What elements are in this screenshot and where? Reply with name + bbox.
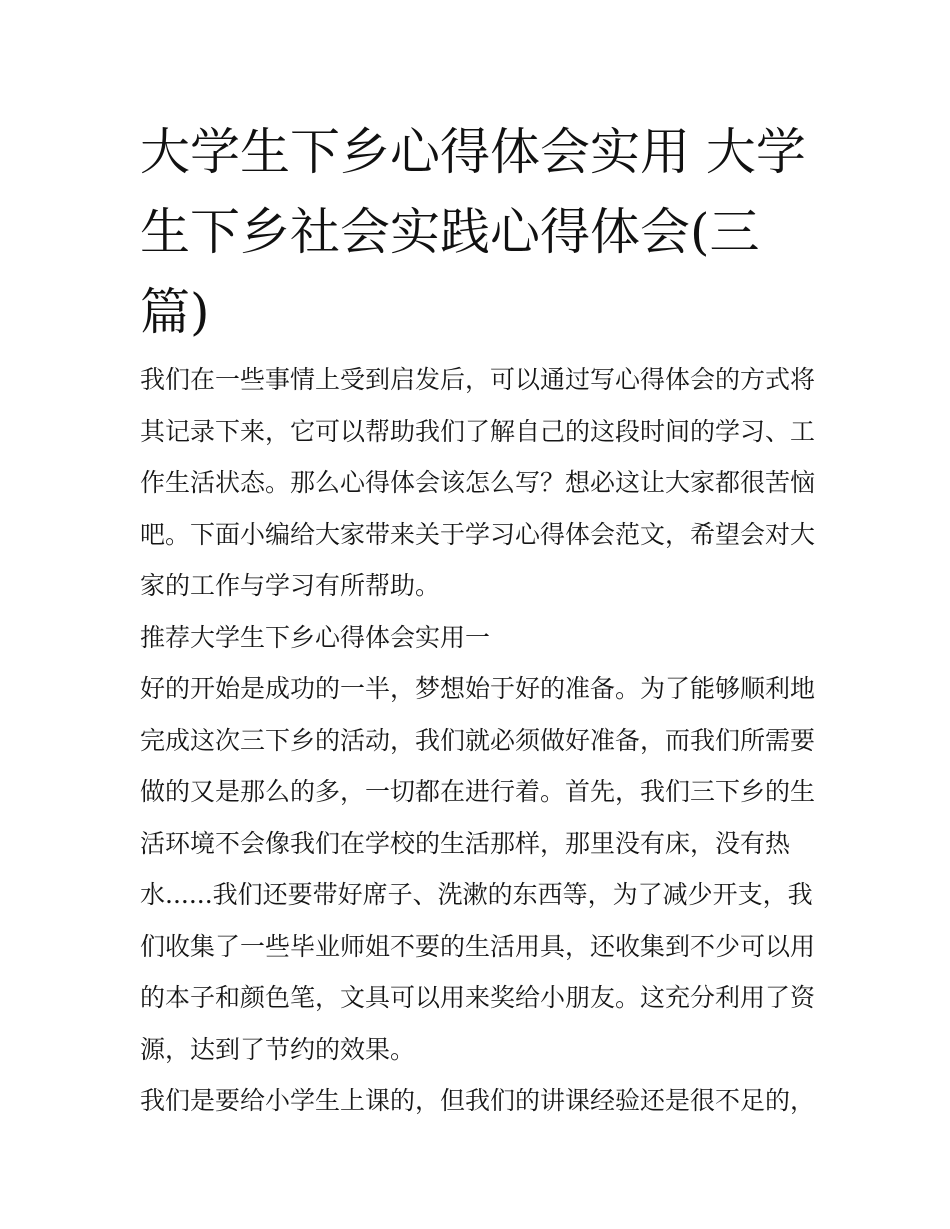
text-line: 其记录下来，它可以帮助我们了解自己的这段时间的学习、工 — [140, 416, 816, 446]
title-line: 篇) — [140, 283, 210, 341]
text-line: 活环境不会像我们在学校的生活那样，那里没有床，没有热 — [140, 828, 791, 858]
paragraph-2 — [140, 1075, 830, 1127]
text-line: 的本子和颜色笔，文具可以用来奖给小朋友。这充分利用了资 — [140, 983, 816, 1012]
paragraph-1 — [140, 663, 830, 1075]
text-line: 水......我们还要带好席子、洗漱的东西等，为了减少开支，我 — [140, 880, 813, 909]
text-line: 完成这次三下乡的活动，我们就必须做好准备，而我们所需要 — [140, 725, 816, 755]
document-body — [140, 354, 830, 1127]
text-line: 作生活状态。那么心得体会该怎么写？想必这让大家都很苦恼 — [140, 468, 816, 497]
section-heading: 推荐大学生下乡心得体会实用一 — [140, 622, 491, 652]
text-line: 们收集了一些毕业师姐不要的生活用具，还收集到不少可以用 — [140, 931, 816, 961]
text-line: 吧。下面小编给大家带来关于学习心得体会范文，希望会对大 — [140, 519, 816, 549]
intro-paragraph — [140, 354, 830, 612]
title-line: 生下乡社会实践心得体会(三 — [140, 203, 760, 261]
text-line: 我们在一些事情上受到启发后，可以通过写心得体会的方式将 — [140, 365, 816, 394]
text-line: 源，达到了节约的效果。 — [140, 1034, 416, 1064]
text-line: 我们是要给小学生上课的，但我们的讲课经验还是很不足的， — [140, 1086, 816, 1115]
title-line: 大学生下乡心得体会实用 大学 — [140, 123, 806, 181]
document-title — [140, 112, 820, 352]
text-line: 家的工作与学习有所帮助。 — [140, 571, 441, 600]
text-line: 好的开始是成功的一半，梦想始于好的准备。为了能够顺利地 — [140, 674, 816, 703]
text-line: 做的又是那么的多，一切都在进行着。首先，我们三下乡的生 — [140, 777, 816, 806]
